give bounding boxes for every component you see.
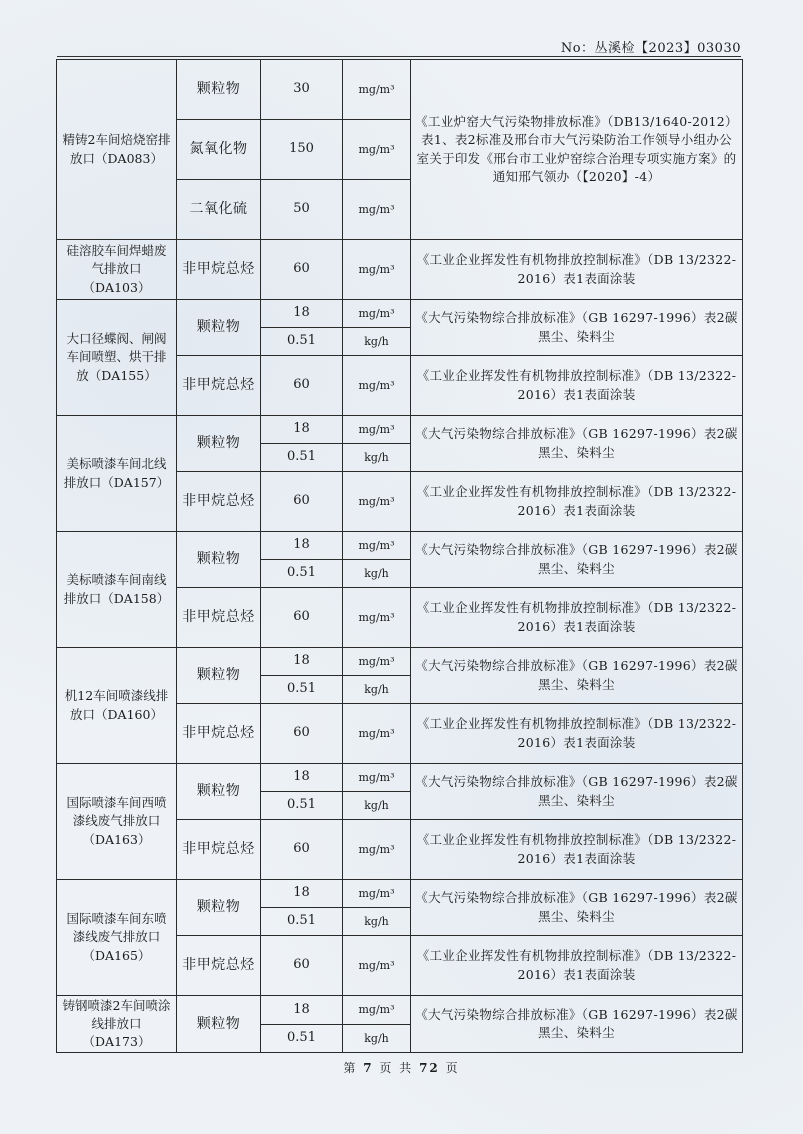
unit-cell: mg/m³: [343, 820, 411, 880]
limit-cell: 60: [261, 472, 343, 532]
pollutant-cell: 非甲烷总烃: [177, 240, 261, 300]
unit-cell: kg/h: [343, 908, 411, 936]
unit-cell: mg/m³: [343, 880, 411, 908]
limit-cell: 18: [261, 648, 343, 676]
unit-cell: mg/m³: [343, 356, 411, 416]
unit-cell: mg/m³: [343, 120, 411, 180]
unit-cell: kg/h: [343, 560, 411, 588]
footer-page-number: 7: [363, 1061, 374, 1075]
table-row: [57, 416, 743, 444]
unit-cell: kg/h: [343, 328, 411, 356]
standard-cell: 《大气污染物综合排放标准》（GB 16297-1996）表2碳黑尘、染料尘: [411, 416, 743, 472]
limit-cell: 150: [261, 120, 343, 180]
footer-total-pages: 72: [419, 1061, 440, 1075]
standard-cell: 《大气污染物综合排放标准》（GB 16297-1996）表2碳黑尘、染料尘: [411, 996, 743, 1053]
outlet-cell: 国际喷漆车间西喷漆线废气排放口（DA163）: [57, 764, 177, 880]
limit-cell: 60: [261, 704, 343, 764]
table-row: [57, 764, 743, 792]
pollutant-cell: 非甲烷总烃: [177, 820, 261, 880]
outlet-cell: 精铸2车间焙烧窑排放口（DA083）: [57, 60, 177, 240]
unit-cell: mg/m³: [343, 532, 411, 560]
limit-cell: 18: [261, 532, 343, 560]
unit-cell: mg/m³: [343, 704, 411, 764]
standard-cell: 《工业企业挥发性有机物排放控制标准》（DB 13/2322-2016）表1表面涂装: [411, 356, 743, 416]
pollutant-cell: 颗粒物: [177, 648, 261, 704]
pollutant-cell: 颗粒物: [177, 532, 261, 588]
page-footer: [0, 1059, 803, 1076]
footer-prefix: 第: [343, 1061, 358, 1075]
limit-cell: 60: [261, 356, 343, 416]
pollutant-cell: 颗粒物: [177, 416, 261, 472]
table-row: [57, 300, 743, 328]
outlet-cell: 机12车间喷漆线排放口（DA160）: [57, 648, 177, 764]
unit-cell: mg/m³: [343, 60, 411, 120]
unit-cell: mg/m³: [343, 472, 411, 532]
pollutant-cell: 非甲烷总烃: [177, 356, 261, 416]
limit-cell: 0.51: [261, 328, 343, 356]
limit-cell: 0.51: [261, 908, 343, 936]
unit-cell: mg/m³: [343, 240, 411, 300]
limit-cell: 0.51: [261, 1025, 343, 1053]
limit-cell: 50: [261, 180, 343, 240]
standard-cell: 《大气污染物综合排放标准》（GB 16297-1996）表2碳黑尘、染料尘: [411, 300, 743, 356]
standard-cell: 《工业炉窑大气污染物排放标准》（DB13/1640-2012）表1、表2标准及邢台市大气污染防治工作领导小组办公室关于印发《邢台市工业炉窑综合治理专项实施方案》的通知邢气领办（【2020】-4）: [411, 60, 743, 240]
limit-cell: 18: [261, 764, 343, 792]
pollutant-cell: 非甲烷总烃: [177, 936, 261, 996]
outlet-cell: 硅溶胶车间焊蜡废气排放口（DA103）: [57, 240, 177, 300]
report-number: No：丛溪检【2023】03030: [560, 41, 741, 56]
unit-cell: mg/m³: [343, 300, 411, 328]
limit-cell: 30: [261, 60, 343, 120]
limit-cell: 0.51: [261, 676, 343, 704]
unit-cell: mg/m³: [343, 648, 411, 676]
unit-cell: mg/m³: [343, 416, 411, 444]
table-row: [57, 532, 743, 560]
limit-cell: 60: [261, 820, 343, 880]
limit-cell: 60: [261, 588, 343, 648]
limit-cell: 0.51: [261, 792, 343, 820]
table-row: [57, 240, 743, 300]
table-row: [57, 996, 743, 1025]
pollutant-cell: 非甲烷总烃: [177, 472, 261, 532]
table-row: [57, 880, 743, 908]
limit-cell: 18: [261, 880, 343, 908]
unit-cell: mg/m³: [343, 180, 411, 240]
footer-mid: 页 共: [379, 1061, 414, 1075]
unit-cell: kg/h: [343, 792, 411, 820]
outlet-cell: 美标喷漆车间南线排放口（DA158）: [57, 532, 177, 648]
table-row: [57, 60, 743, 120]
standard-cell: 《工业企业挥发性有机物排放控制标准》（DB 13/2322-2016）表1表面涂装: [411, 588, 743, 648]
standard-cell: 《工业企业挥发性有机物排放控制标准》（DB 13/2322-2016）表1表面涂装: [411, 704, 743, 764]
pollutant-cell: 非甲烷总烃: [177, 588, 261, 648]
unit-cell: kg/h: [343, 444, 411, 472]
outlet-cell: 大口径蝶阀、闸阀车间喷塑、烘干排放（DA155）: [57, 300, 177, 416]
unit-cell: kg/h: [343, 676, 411, 704]
standard-cell: 《工业企业挥发性有机物排放控制标准》（DB 13/2322-2016）表1表面涂装: [411, 240, 743, 300]
limit-cell: 60: [261, 240, 343, 300]
standard-cell: 《工业企业挥发性有机物排放控制标准》（DB 13/2322-2016）表1表面涂装: [411, 936, 743, 996]
standard-cell: 《大气污染物综合排放标准》（GB 16297-1996）表2碳黑尘、染料尘: [411, 880, 743, 936]
limit-cell: 0.51: [261, 444, 343, 472]
pollutant-cell: 二氧化硫: [177, 180, 261, 240]
standard-cell: 《工业企业挥发性有机物排放控制标准》（DB 13/2322-2016）表1表面涂装: [411, 820, 743, 880]
limit-cell: 0.51: [261, 560, 343, 588]
pollutant-cell: 非甲烷总烃: [177, 704, 261, 764]
outlet-cell: 铸钢喷漆2车间喷涂线排放口（DA173）: [57, 996, 177, 1053]
unit-cell: mg/m³: [343, 764, 411, 792]
pollutant-cell: 颗粒物: [177, 880, 261, 936]
standard-cell: 《大气污染物综合排放标准》（GB 16297-1996）表2碳黑尘、染料尘: [411, 764, 743, 820]
unit-cell: mg/m³: [343, 588, 411, 648]
limit-cell: 60: [261, 936, 343, 996]
pollutant-cell: 颗粒物: [177, 60, 261, 120]
emission-standards-table: [56, 59, 743, 1053]
standard-cell: 《工业企业挥发性有机物排放控制标准》（DB 13/2322-2016）表1表面涂装: [411, 472, 743, 532]
unit-cell: mg/m³: [343, 936, 411, 996]
footer-suffix: 页: [445, 1061, 460, 1075]
unit-cell: mg/m³: [343, 996, 411, 1025]
limit-cell: 18: [261, 300, 343, 328]
standard-cell: 《大气污染物综合排放标准》（GB 16297-1996）表2碳黑尘、染料尘: [411, 532, 743, 588]
unit-cell: kg/h: [343, 1025, 411, 1053]
table-row: [57, 648, 743, 676]
standard-cell: 《大气污染物综合排放标准》（GB 16297-1996）表2碳黑尘、染料尘: [411, 648, 743, 704]
limit-cell: 18: [261, 996, 343, 1025]
outlet-cell: 美标喷漆车间北线排放口（DA157）: [57, 416, 177, 532]
pollutant-cell: 颗粒物: [177, 996, 261, 1053]
limit-cell: 18: [261, 416, 343, 444]
header-rule: [57, 56, 741, 57]
pollutant-cell: 颗粒物: [177, 764, 261, 820]
outlet-cell: 国际喷漆车间东喷漆线废气排放口（DA165）: [57, 880, 177, 996]
pollutant-cell: 颗粒物: [177, 300, 261, 356]
pollutant-cell: 氮氧化物: [177, 120, 261, 180]
